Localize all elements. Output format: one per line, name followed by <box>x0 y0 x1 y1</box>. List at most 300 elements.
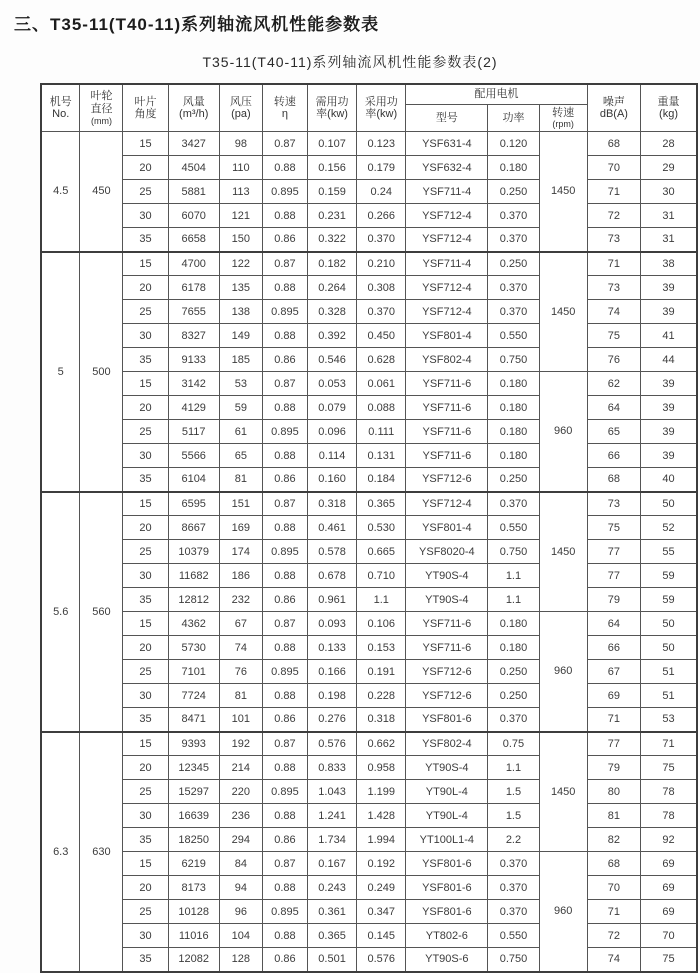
cell-pressure: 104 <box>219 924 262 948</box>
cell-air-volume: 8327 <box>168 324 219 348</box>
cell-air-volume: 10379 <box>168 540 219 564</box>
cell-motor-power: 0.180 <box>488 420 539 444</box>
cell-noise: 66 <box>587 636 640 660</box>
cell-pressure: 101 <box>219 708 262 732</box>
table-row <box>41 180 697 204</box>
cell-air-volume: 11682 <box>168 564 219 588</box>
col-header-motor-speed: 转速 (rpm) <box>539 104 587 132</box>
table-row <box>41 780 697 804</box>
cell-adopted-power: 0.210 <box>357 252 406 276</box>
cell-motor-rpm: 1450 <box>539 492 587 612</box>
cell-required-power: 0.833 <box>307 756 356 780</box>
col-header-required-power: 需用功 率(kw) <box>307 84 356 132</box>
cell-pressure: 232 <box>219 588 262 612</box>
cell-pressure: 135 <box>219 276 262 300</box>
cell-weight: 31 <box>641 228 697 252</box>
cell-required-power: 0.264 <box>307 276 356 300</box>
cell-air-volume: 3427 <box>168 132 219 156</box>
cell-motor-power: 0.250 <box>488 180 539 204</box>
table-subtitle: T35-11(T40-11)系列轴流风机性能参数表(2) <box>202 54 498 70</box>
cell-noise: 71 <box>587 180 640 204</box>
cell-motor-power: 0.120 <box>488 132 539 156</box>
table-body <box>41 132 697 972</box>
cell-air-volume: 8667 <box>168 516 219 540</box>
cell-pressure: 150 <box>219 228 262 252</box>
cell-air-volume: 9133 <box>168 348 219 372</box>
cell-pressure: 122 <box>219 252 262 276</box>
cell-motor-power: 0.370 <box>488 300 539 324</box>
cell-weight: 50 <box>641 492 697 516</box>
cell-blade-angle: 20 <box>123 636 168 660</box>
table-row <box>41 900 697 924</box>
cell-air-volume: 7655 <box>168 300 219 324</box>
cell-blade-angle: 25 <box>123 420 168 444</box>
cell-machine-no: 5 <box>41 252 80 492</box>
cell-speed-eta: 0.895 <box>262 420 307 444</box>
cell-motor-model: YSF711-6 <box>406 372 488 396</box>
cell-speed-eta: 0.88 <box>262 564 307 588</box>
cell-speed-eta: 0.88 <box>262 876 307 900</box>
cell-motor-model: YSF712-4 <box>406 228 488 252</box>
cell-noise: 67 <box>587 660 640 684</box>
cell-weight: 69 <box>641 900 697 924</box>
cell-blade-angle: 30 <box>123 204 168 228</box>
cell-adopted-power: 0.370 <box>357 300 406 324</box>
cell-air-volume: 4362 <box>168 612 219 636</box>
cell-speed-eta: 0.86 <box>262 828 307 852</box>
cell-weight: 78 <box>641 804 697 828</box>
cell-speed-eta: 0.895 <box>262 900 307 924</box>
cell-noise: 73 <box>587 492 640 516</box>
cell-pressure: 59 <box>219 396 262 420</box>
cell-adopted-power: 0.153 <box>357 636 406 660</box>
table-row <box>41 612 697 636</box>
cell-air-volume: 16639 <box>168 804 219 828</box>
cell-motor-model: YSF712-4 <box>406 276 488 300</box>
cell-weight: 28 <box>641 132 697 156</box>
cell-required-power: 0.079 <box>307 396 356 420</box>
cell-weight: 70 <box>641 924 697 948</box>
table-row <box>41 804 697 828</box>
cell-pressure: 138 <box>219 300 262 324</box>
cell-motor-model: YT90L-4 <box>406 780 488 804</box>
cell-motor-power: 0.180 <box>488 444 539 468</box>
cell-adopted-power: 0.184 <box>357 468 406 492</box>
cell-weight: 40 <box>641 468 697 492</box>
col-header-motor-power: 功率 <box>488 104 539 132</box>
cell-required-power: 0.114 <box>307 444 356 468</box>
cell-speed-eta: 0.87 <box>262 372 307 396</box>
cell-blade-angle: 25 <box>123 900 168 924</box>
cell-motor-model: YT90S-6 <box>406 948 488 972</box>
cell-noise: 79 <box>587 756 640 780</box>
table-row <box>41 876 697 900</box>
cell-noise: 73 <box>587 276 640 300</box>
cell-adopted-power: 1.428 <box>357 804 406 828</box>
cell-air-volume: 6219 <box>168 852 219 876</box>
cell-blade-angle: 30 <box>123 444 168 468</box>
cell-motor-model: YT90S-4 <box>406 588 488 612</box>
table-row <box>41 228 697 252</box>
cell-required-power: 0.322 <box>307 228 356 252</box>
cell-machine-no: 6.3 <box>41 732 80 972</box>
cell-blade-angle: 15 <box>123 252 168 276</box>
cell-pressure: 67 <box>219 612 262 636</box>
cell-adopted-power: 0.710 <box>357 564 406 588</box>
cell-motor-power: 0.370 <box>488 876 539 900</box>
cell-speed-eta: 0.895 <box>262 540 307 564</box>
cell-weight: 92 <box>641 828 697 852</box>
cell-noise: 71 <box>587 900 640 924</box>
cell-blade-angle: 30 <box>123 564 168 588</box>
cell-required-power: 0.392 <box>307 324 356 348</box>
cell-blade-angle: 35 <box>123 828 168 852</box>
cell-adopted-power: 0.665 <box>357 540 406 564</box>
cell-required-power: 1.734 <box>307 828 356 852</box>
cell-blade-angle: 20 <box>123 756 168 780</box>
cell-weight: 41 <box>641 324 697 348</box>
cell-noise: 72 <box>587 204 640 228</box>
cell-adopted-power: 0.662 <box>357 732 406 756</box>
cell-motor-power: 0.550 <box>488 324 539 348</box>
cell-speed-eta: 0.895 <box>262 660 307 684</box>
cell-adopted-power: 0.192 <box>357 852 406 876</box>
cell-air-volume: 5881 <box>168 180 219 204</box>
cell-motor-model: YSF712-4 <box>406 204 488 228</box>
cell-motor-power: 0.370 <box>488 708 539 732</box>
cell-adopted-power: 0.24 <box>357 180 406 204</box>
cell-weight: 55 <box>641 540 697 564</box>
cell-blade-angle: 30 <box>123 804 168 828</box>
cell-air-volume: 6595 <box>168 492 219 516</box>
table-row <box>41 732 697 756</box>
cell-adopted-power: 1.199 <box>357 780 406 804</box>
cell-blade-angle: 20 <box>123 156 168 180</box>
cell-required-power: 0.159 <box>307 180 356 204</box>
cell-motor-power: 1.1 <box>488 564 539 588</box>
cell-speed-eta: 0.86 <box>262 948 307 972</box>
cell-weight: 38 <box>641 252 697 276</box>
cell-air-volume: 6178 <box>168 276 219 300</box>
cell-noise: 79 <box>587 588 640 612</box>
cell-air-volume: 10128 <box>168 900 219 924</box>
cell-required-power: 0.328 <box>307 300 356 324</box>
cell-required-power: 0.096 <box>307 420 356 444</box>
cell-motor-model: YSF801-6 <box>406 852 488 876</box>
cell-motor-model: YSF712-6 <box>406 684 488 708</box>
cell-required-power: 0.578 <box>307 540 356 564</box>
cell-motor-rpm: 960 <box>539 852 587 972</box>
cell-speed-eta: 0.88 <box>262 756 307 780</box>
table-row <box>41 420 697 444</box>
cell-weight: 31 <box>641 204 697 228</box>
cell-speed-eta: 0.88 <box>262 276 307 300</box>
cell-weight: 30 <box>641 180 697 204</box>
table-row <box>41 156 697 180</box>
cell-weight: 39 <box>641 300 697 324</box>
cell-motor-rpm: 1450 <box>539 252 587 372</box>
cell-motor-power: 0.250 <box>488 684 539 708</box>
cell-speed-eta: 0.88 <box>262 324 307 348</box>
cell-pressure: 169 <box>219 516 262 540</box>
cell-motor-power: 0.550 <box>488 516 539 540</box>
cell-required-power: 0.182 <box>307 252 356 276</box>
cell-motor-rpm: 1450 <box>539 132 587 252</box>
cell-air-volume: 4129 <box>168 396 219 420</box>
cell-adopted-power: 0.179 <box>357 156 406 180</box>
cell-noise: 68 <box>587 852 640 876</box>
table-row <box>41 948 697 972</box>
table-row <box>41 252 697 276</box>
cell-blade-angle: 15 <box>123 732 168 756</box>
table-row <box>41 516 697 540</box>
cell-machine-no: 5.6 <box>41 492 80 732</box>
cell-air-volume: 8173 <box>168 876 219 900</box>
cell-motor-model: YSF802-4 <box>406 732 488 756</box>
cell-adopted-power: 0.266 <box>357 204 406 228</box>
cell-weight: 44 <box>641 348 697 372</box>
page-title: 三、T35-11(T40-11)系列轴流风机性能参数表 <box>14 15 380 34</box>
cell-adopted-power: 0.308 <box>357 276 406 300</box>
cell-motor-model: YT100L1-4 <box>406 828 488 852</box>
cell-blade-angle: 20 <box>123 396 168 420</box>
cell-adopted-power: 0.249 <box>357 876 406 900</box>
cell-blade-angle: 30 <box>123 684 168 708</box>
cell-pressure: 81 <box>219 468 262 492</box>
cell-air-volume: 6658 <box>168 228 219 252</box>
cell-blade-angle: 30 <box>123 324 168 348</box>
cell-required-power: 1.241 <box>307 804 356 828</box>
cell-required-power: 0.546 <box>307 348 356 372</box>
cell-weight: 29 <box>641 156 697 180</box>
cell-blade-angle: 15 <box>123 132 168 156</box>
table-row <box>41 708 697 732</box>
col-header-machine-no: 机号 No. <box>41 84 80 132</box>
cell-motor-power: 0.550 <box>488 924 539 948</box>
cell-required-power: 0.243 <box>307 876 356 900</box>
cell-motor-power: 0.250 <box>488 252 539 276</box>
cell-pressure: 294 <box>219 828 262 852</box>
cell-pressure: 96 <box>219 900 262 924</box>
cell-noise: 75 <box>587 324 640 348</box>
cell-motor-power: 0.180 <box>488 372 539 396</box>
cell-pressure: 236 <box>219 804 262 828</box>
cell-speed-eta: 0.88 <box>262 684 307 708</box>
cell-motor-power: 0.370 <box>488 900 539 924</box>
cell-pressure: 74 <box>219 636 262 660</box>
cell-speed-eta: 0.87 <box>262 612 307 636</box>
cell-motor-model: YSF711-6 <box>406 420 488 444</box>
cell-blade-angle: 35 <box>123 948 168 972</box>
cell-motor-model: YSF802-4 <box>406 348 488 372</box>
cell-blade-angle: 25 <box>123 660 168 684</box>
cell-blade-angle: 30 <box>123 924 168 948</box>
cell-air-volume: 3142 <box>168 372 219 396</box>
cell-noise: 68 <box>587 468 640 492</box>
cell-weight: 75 <box>641 756 697 780</box>
cell-required-power: 0.093 <box>307 612 356 636</box>
cell-motor-power: 0.370 <box>488 492 539 516</box>
cell-blade-angle: 25 <box>123 180 168 204</box>
cell-adopted-power: 0.061 <box>357 372 406 396</box>
cell-required-power: 0.501 <box>307 948 356 972</box>
cell-noise: 74 <box>587 300 640 324</box>
cell-air-volume: 4504 <box>168 156 219 180</box>
cell-air-volume: 6070 <box>168 204 219 228</box>
cell-required-power: 0.961 <box>307 588 356 612</box>
cell-noise: 81 <box>587 804 640 828</box>
cell-speed-eta: 0.88 <box>262 204 307 228</box>
cell-impeller-diameter: 630 <box>80 732 123 972</box>
cell-pressure: 186 <box>219 564 262 588</box>
table-row <box>41 492 697 516</box>
cell-required-power: 0.365 <box>307 924 356 948</box>
table-row <box>41 756 697 780</box>
cell-motor-power: 0.180 <box>488 636 539 660</box>
table-row <box>41 276 697 300</box>
cell-air-volume: 7101 <box>168 660 219 684</box>
cell-motor-model: YSF712-6 <box>406 468 488 492</box>
cell-motor-model: YSF712-4 <box>406 300 488 324</box>
cell-pressure: 220 <box>219 780 262 804</box>
cell-motor-model: YSF711-6 <box>406 612 488 636</box>
cell-motor-rpm: 960 <box>539 372 587 492</box>
cell-noise: 66 <box>587 444 640 468</box>
cell-weight: 50 <box>641 612 697 636</box>
cell-speed-eta: 0.87 <box>262 852 307 876</box>
cell-adopted-power: 0.576 <box>357 948 406 972</box>
cell-noise: 62 <box>587 372 640 396</box>
cell-required-power: 0.053 <box>307 372 356 396</box>
cell-motor-model: YSF632-4 <box>406 156 488 180</box>
cell-weight: 59 <box>641 564 697 588</box>
cell-noise: 77 <box>587 564 640 588</box>
cell-weight: 39 <box>641 420 697 444</box>
cell-motor-power: 0.370 <box>488 852 539 876</box>
cell-noise: 74 <box>587 948 640 972</box>
cell-blade-angle: 35 <box>123 708 168 732</box>
cell-weight: 39 <box>641 396 697 420</box>
cell-required-power: 0.160 <box>307 468 356 492</box>
cell-noise: 70 <box>587 876 640 900</box>
cell-weight: 51 <box>641 660 697 684</box>
cell-speed-eta: 0.88 <box>262 924 307 948</box>
cell-speed-eta: 0.87 <box>262 132 307 156</box>
cell-air-volume: 15297 <box>168 780 219 804</box>
table-row <box>41 324 697 348</box>
table-row <box>41 924 697 948</box>
cell-motor-model: YSF801-4 <box>406 516 488 540</box>
cell-speed-eta: 0.86 <box>262 708 307 732</box>
table-row <box>41 636 697 660</box>
col-header-blade-angle: 叶片 角度 <box>123 84 168 132</box>
cell-noise: 76 <box>587 348 640 372</box>
cell-blade-angle: 20 <box>123 276 168 300</box>
cell-motor-power: 2.2 <box>488 828 539 852</box>
cell-noise: 82 <box>587 828 640 852</box>
col-header-impeller-diameter: 叶轮 直径 (mm) <box>80 84 123 132</box>
cell-required-power: 0.156 <box>307 156 356 180</box>
cell-air-volume: 5117 <box>168 420 219 444</box>
table-row <box>41 540 697 564</box>
cell-motor-power: 1.1 <box>488 756 539 780</box>
cell-air-volume: 6104 <box>168 468 219 492</box>
cell-motor-power: 1.5 <box>488 780 539 804</box>
table-row <box>41 852 697 876</box>
cell-required-power: 0.461 <box>307 516 356 540</box>
cell-motor-power: 0.250 <box>488 660 539 684</box>
cell-blade-angle: 35 <box>123 468 168 492</box>
cell-adopted-power: 0.958 <box>357 756 406 780</box>
cell-air-volume: 5730 <box>168 636 219 660</box>
cell-speed-eta: 0.86 <box>262 468 307 492</box>
cell-motor-model: YSF711-6 <box>406 636 488 660</box>
cell-weight: 39 <box>641 372 697 396</box>
cell-noise: 65 <box>587 420 640 444</box>
cell-blade-angle: 20 <box>123 876 168 900</box>
cell-motor-power: 0.180 <box>488 156 539 180</box>
cell-pressure: 128 <box>219 948 262 972</box>
cell-motor-power: 0.750 <box>488 540 539 564</box>
cell-speed-eta: 0.88 <box>262 444 307 468</box>
cell-pressure: 65 <box>219 444 262 468</box>
cell-weight: 39 <box>641 276 697 300</box>
cell-motor-model: YSF712-6 <box>406 660 488 684</box>
cell-adopted-power: 1.1 <box>357 588 406 612</box>
cell-weight: 53 <box>641 708 697 732</box>
cell-air-volume: 12345 <box>168 756 219 780</box>
cell-weight: 51 <box>641 684 697 708</box>
cell-blade-angle: 35 <box>123 588 168 612</box>
cell-motor-model: YSF711-6 <box>406 444 488 468</box>
col-header-air-volume: 风量 (m³/h) <box>168 84 219 132</box>
cell-blade-angle: 25 <box>123 540 168 564</box>
cell-adopted-power: 0.318 <box>357 708 406 732</box>
table-row <box>41 828 697 852</box>
cell-required-power: 0.107 <box>307 132 356 156</box>
table-row <box>41 396 697 420</box>
cell-pressure: 53 <box>219 372 262 396</box>
cell-adopted-power: 0.088 <box>357 396 406 420</box>
cell-adopted-power: 0.111 <box>357 420 406 444</box>
cell-noise: 77 <box>587 732 640 756</box>
cell-required-power: 1.043 <box>307 780 356 804</box>
cell-weight: 69 <box>641 852 697 876</box>
table-row <box>41 204 697 228</box>
cell-speed-eta: 0.87 <box>262 732 307 756</box>
cell-noise: 71 <box>587 708 640 732</box>
cell-air-volume: 8471 <box>168 708 219 732</box>
cell-pressure: 61 <box>219 420 262 444</box>
cell-pressure: 84 <box>219 852 262 876</box>
cell-weight: 52 <box>641 516 697 540</box>
table-row <box>41 348 697 372</box>
cell-motor-power: 0.750 <box>488 348 539 372</box>
cell-speed-eta: 0.895 <box>262 300 307 324</box>
cell-noise: 64 <box>587 396 640 420</box>
table-row <box>41 588 697 612</box>
cell-motor-model: YSF712-4 <box>406 492 488 516</box>
cell-blade-angle: 35 <box>123 348 168 372</box>
cell-blade-angle: 15 <box>123 852 168 876</box>
cell-blade-angle: 15 <box>123 492 168 516</box>
cell-motor-power: 1.1 <box>488 588 539 612</box>
cell-speed-eta: 0.895 <box>262 780 307 804</box>
cell-speed-eta: 0.86 <box>262 588 307 612</box>
cell-weight: 69 <box>641 876 697 900</box>
cell-pressure: 113 <box>219 180 262 204</box>
cell-weight: 59 <box>641 588 697 612</box>
